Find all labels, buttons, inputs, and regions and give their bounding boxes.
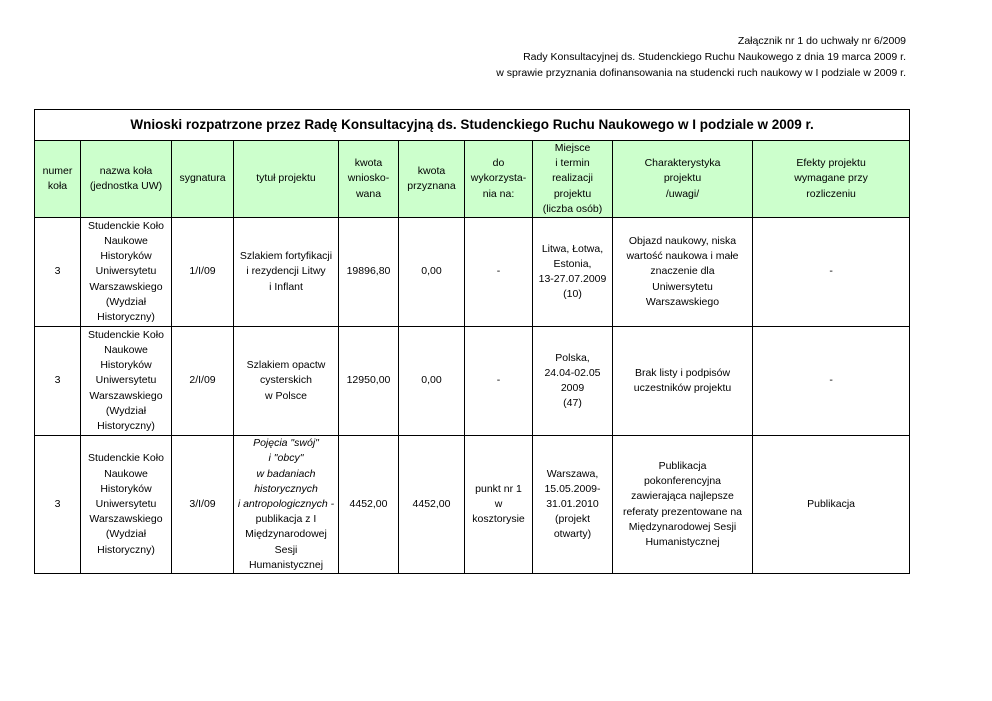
column-header-efekty: Efekty projektu wymagane przy rozliczeniu (753, 141, 910, 218)
header-line-1: Załącznik nr 1 do uchwały nr 6/2009 (737, 35, 906, 47)
cell-do-wykorzystania: - (465, 327, 533, 436)
table-row (35, 436, 910, 574)
cell-kwota-wnioskowana: 4452,00 (339, 436, 399, 574)
cell-kwota-przyznana: 0,00 (399, 218, 465, 327)
cell-kwota-wnioskowana: 12950,00 (339, 327, 399, 436)
cell-sygnatura: 3/I/09 (172, 436, 234, 574)
cell-tytul: Szlakiem opactw cysterskich w Polsce (234, 327, 339, 436)
cell-efekty: Publikacja (753, 436, 910, 574)
cell-nazwa: Studenckie Koło Naukowe Historyków Uniwersytetu Warszawskiego (Wydział Historyczny) (81, 218, 172, 327)
column-header-nazwa: nazwa koła (jednostka UW) (81, 141, 172, 218)
column-header-sygnatura: sygnatura (172, 141, 234, 218)
table-row (35, 218, 910, 327)
cell-miejsce: Warszawa, 15.05.2009- 31.01.2010 (projekt otwarty) (533, 436, 613, 574)
column-header-kwota-wnioskowana: kwota wniosko- wana (339, 141, 399, 218)
cell-tytul-italic: Pojęcia "swój" i "obcy" w badaniach historycznych i antropologicznych - (237, 437, 335, 510)
cell-sygnatura: 2/I/09 (172, 327, 234, 436)
column-header-kwota-przyznana: kwota przyznana (399, 141, 465, 218)
cell-charakterystyka: Brak listy i podpisów uczestników projektu (613, 327, 753, 436)
column-header-charakterystyka: Charakterystyka projektu /uwagi/ (613, 141, 753, 218)
applications-table (34, 109, 910, 574)
cell-charakterystyka: Objazd naukowy, niska wartość naukowa i małe znaczenie dla Uniwersytetu Warszawskiego (613, 218, 753, 327)
cell-nazwa: Studenckie Koło Naukowe Historyków Uniwersytetu Warszawskiego (Wydział Historyczny) (81, 436, 172, 574)
cell-miejsce: Litwa, Łotwa, Estonia, 13-27.07.2009 (10) (533, 218, 613, 327)
cell-efekty: - (753, 218, 910, 327)
cell-numer: 3 (35, 218, 81, 327)
cell-kwota-przyznana: 4452,00 (399, 436, 465, 574)
cell-numer: 3 (35, 436, 81, 574)
cell-nazwa: Studenckie Koło Naukowe Historyków Uniwersytetu Warszawskiego (Wydział Historyczny) (81, 327, 172, 436)
column-header-miejsce: Miejsce i termin realizacji projektu (liczba osób) (533, 141, 613, 218)
cell-numer: 3 (35, 327, 81, 436)
cell-kwota-wnioskowana: 19896,80 (339, 218, 399, 327)
table-row (35, 327, 910, 436)
header-line-2: Rady Konsultacyjnej ds. Studenckiego Ruchu Naukowego z dnia 19 marca 2009 r. (523, 51, 906, 63)
table-title: Wnioski rozpatrzone przez Radę Konsultacyjną ds. Studenckiego Ruchu Naukowego w I podziale w 2009 r. (35, 110, 910, 141)
table-header-row (35, 141, 910, 218)
column-header-tytul: tytuł projektu (234, 141, 339, 218)
cell-do-wykorzystania: punkt nr 1 w kosztorysie (465, 436, 533, 574)
cell-sygnatura: 1/I/09 (172, 218, 234, 327)
cell-charakterystyka: Publikacja pokonferencyjna zawierająca najlepsze referaty prezentowane na Międzynarodowej Sesji Humanistycznej (613, 436, 753, 574)
cell-efekty: - (753, 327, 910, 436)
column-header-do-wykorzystania: do wykorzysta- nia na: (465, 141, 533, 218)
column-header-numer: numer koła (35, 141, 81, 218)
cell-tytul (234, 436, 339, 574)
cell-tytul: Szlakiem fortyfikacji i rezydencji Litwy i Inflant (234, 218, 339, 327)
cell-kwota-przyznana: 0,00 (399, 327, 465, 436)
cell-tytul-extra: publikacja z I Międzynarodowej Sesji Humanistycznej (245, 513, 327, 571)
cell-miejsce: Polska, 24.04-02.05 2009 (47) (533, 327, 613, 436)
cell-do-wykorzystania: - (465, 218, 533, 327)
header-line-3: w sprawie przyznania dofinansowania na studencki ruch naukowy w I podziale w 2009 r. (496, 67, 906, 79)
document-header (496, 33, 906, 81)
